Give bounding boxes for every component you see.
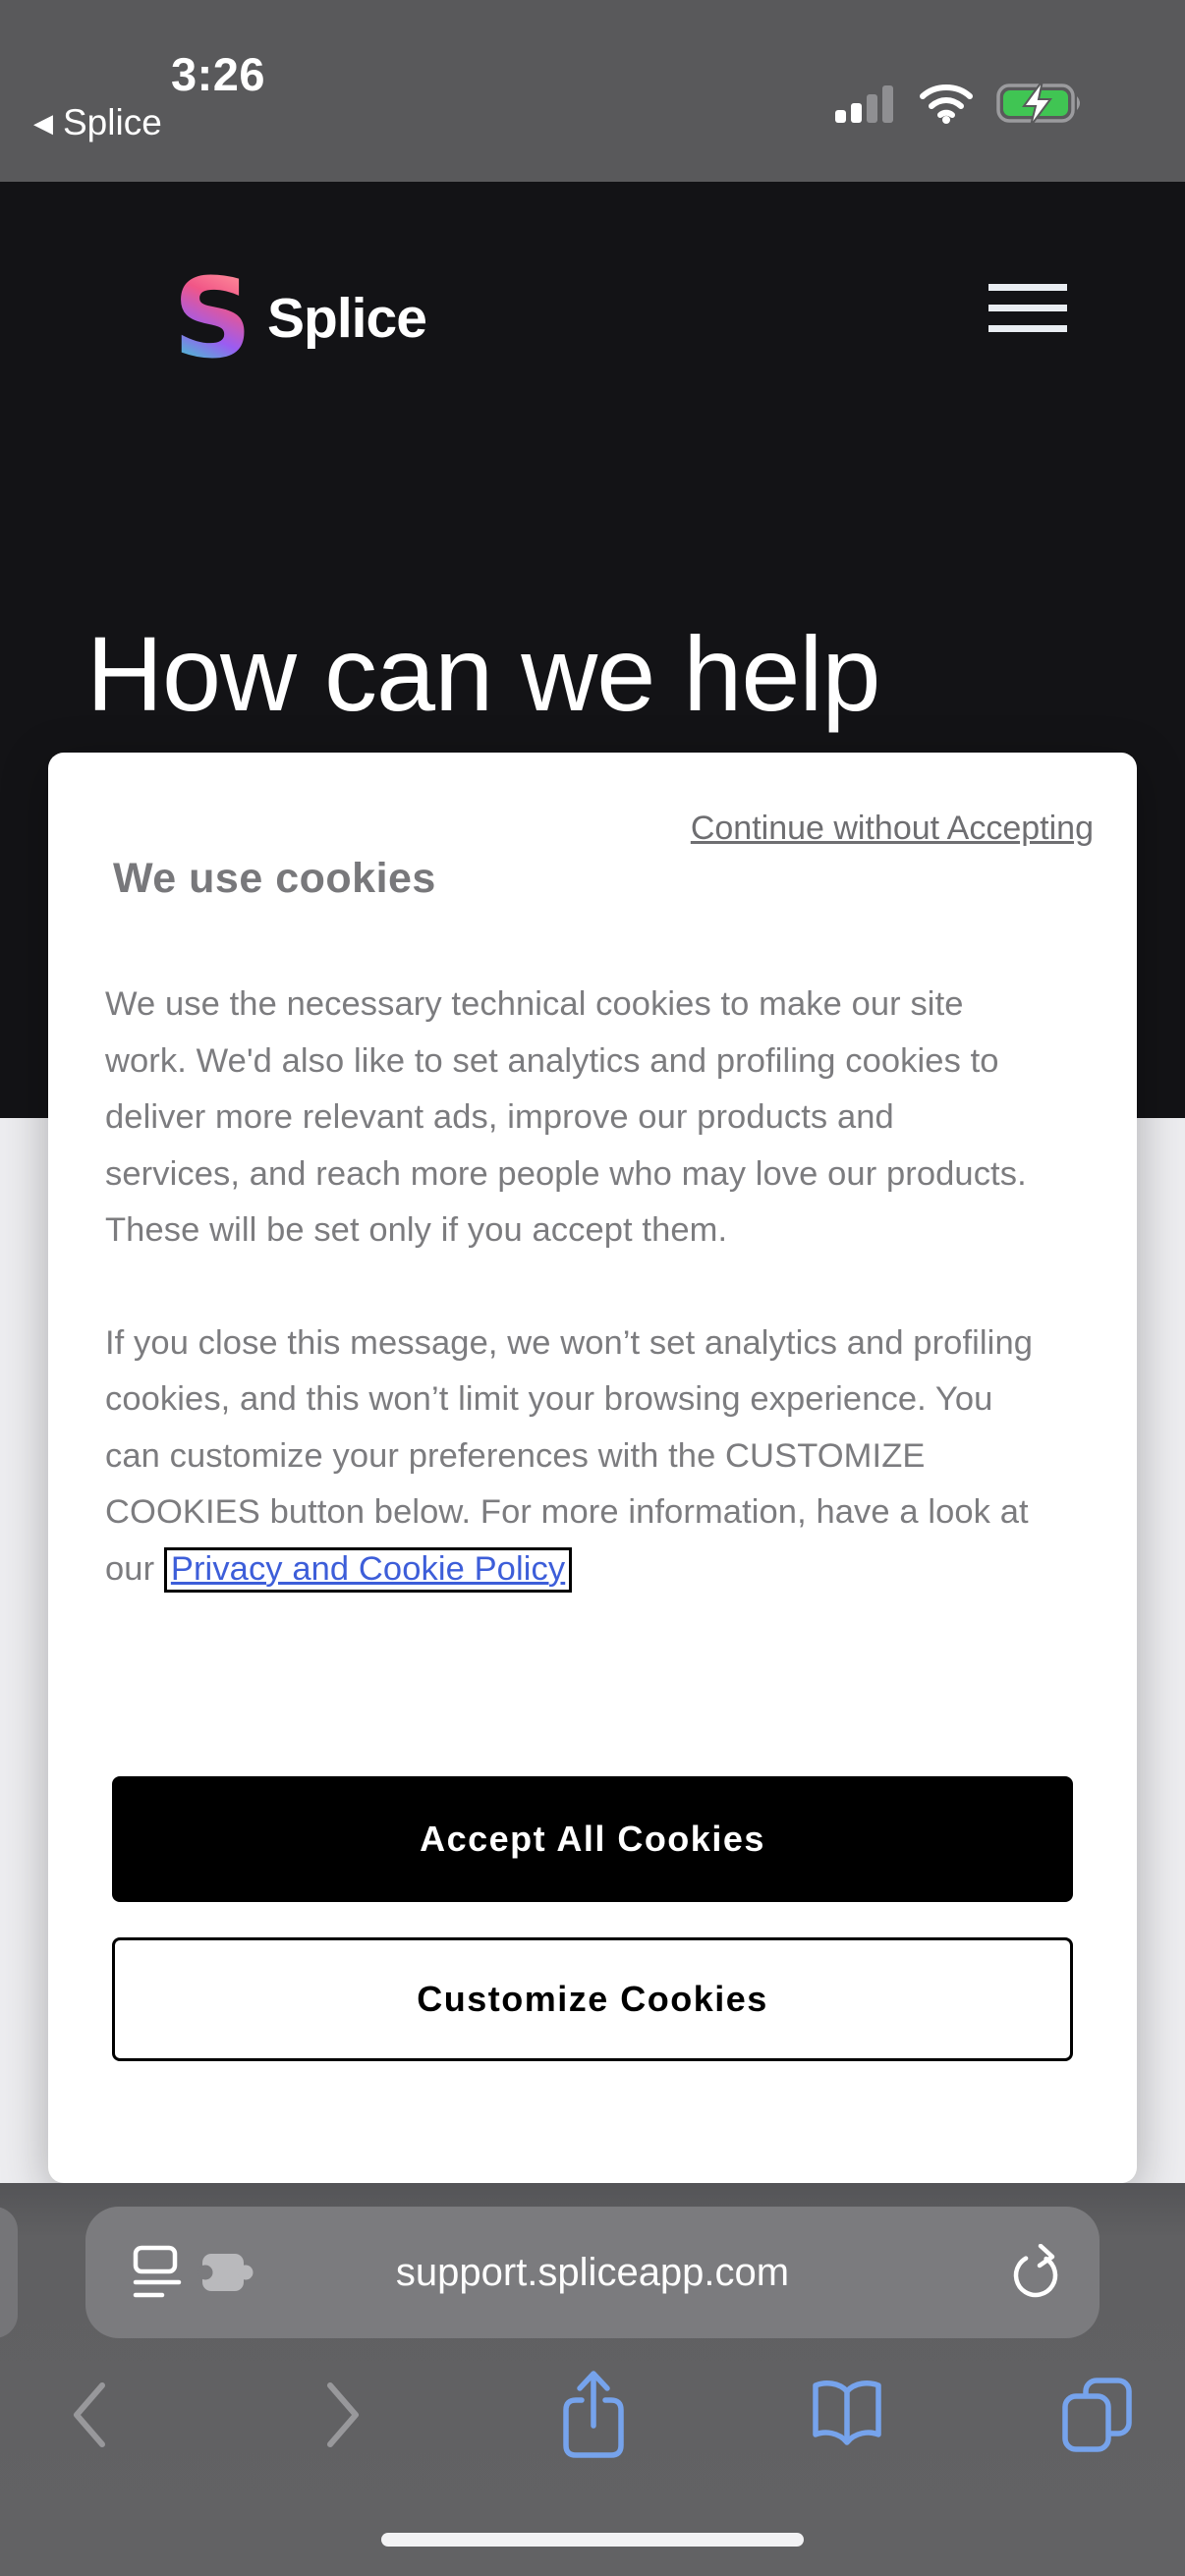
cookie-paragraph-1: We use the necessary technical cookies to make our site work. We'd also like to set analytics and profiling cookies to deliver more relevant ads, improve our products and services, and reach more people who may love our products. These will be set only if you accept them. [105,985,1027,1249]
battery-charging-icon [996,81,1087,126]
back-to-app-icon: ◀ [33,108,53,138]
chevron-left-icon [69,2380,108,2450]
back-to-app-button[interactable] [33,102,162,143]
book-icon [808,2378,886,2452]
cookie-paragraph-2: If you close this message, we won’t set analytics and profiling cookies, and this won’t limit your browsing experience. You can customize your preferences with the CUSTOMIZE COOKIES button below. For more information, have a look at our Privacy and Cookie Policy [105,1316,1034,1598]
tabs-icon [1060,2376,1133,2454]
page-title: How can we help [86,614,880,733]
continue-without-accepting-link[interactable]: Continue without Accepting [690,810,1094,847]
splice-logo-icon[interactable]: S [173,255,253,383]
tabs-button[interactable] [1059,2368,1134,2462]
hamburger-icon [988,284,1067,291]
share-button[interactable] [558,2368,629,2462]
cookie-consent-dialog [48,753,1137,2183]
site-header [0,255,1185,386]
browser-chrome [0,2183,1185,2576]
address-bar[interactable] [85,2207,1100,2338]
forward-button[interactable] [312,2368,375,2462]
reload-icon [1009,2244,1062,2301]
cookie-dialog-body [105,977,1034,1653]
back-to-app-label: Splice [63,102,162,142]
back-button[interactable] [57,2368,120,2462]
privacy-cookie-policy-link[interactable]: Privacy and Cookie Policy [164,1547,572,1593]
bookmarks-button[interactable] [808,2368,886,2462]
address-text: support.spliceapp.com [395,2250,790,2294]
cellular-signal-icon [835,83,896,124]
browser-toolbar [0,2368,1185,2476]
cookie-dialog-title: We use cookies [113,855,436,902]
wifi-icon [918,82,975,125]
home-indicator[interactable] [381,2533,804,2547]
menu-button[interactable] [988,284,1067,346]
adjacent-tab-peek[interactable] [0,2207,18,2338]
accept-all-cookies-button[interactable]: Accept All Cookies [112,1776,1073,1902]
reload-button[interactable] [1009,2207,1062,2338]
chevron-right-icon [324,2380,364,2450]
status-bar [0,0,1185,182]
brand-wordmark[interactable]: Splice [267,287,426,350]
status-time: 3:26 [170,48,266,100]
share-icon [560,2369,627,2461]
customize-cookies-button[interactable]: Customize Cookies [112,1937,1073,2061]
